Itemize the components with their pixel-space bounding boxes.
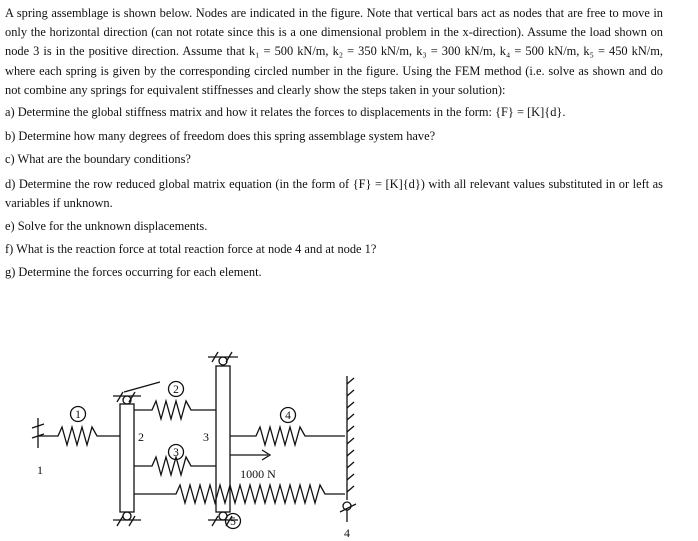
- spring-4: [230, 427, 345, 445]
- question-e: e) Solve for the unknown displacements.: [5, 219, 208, 234]
- load-label: 1000 N: [240, 467, 276, 481]
- question-b: b) Determine how many degrees of freedom does this spring assemblage system have?: [5, 129, 436, 144]
- spring-label-1: 1: [75, 409, 81, 421]
- spring-5: [134, 485, 345, 503]
- node-2-bar: [113, 382, 160, 526]
- question-a: a) Determine the global stiffness matrix and how it relates the forces to displacements in the form: {F} = [K]{d}.: [5, 105, 566, 120]
- question-f: f) What is the reaction force at total reaction force at node 4 and at node 1?: [5, 242, 377, 257]
- load-arrow: [230, 450, 270, 460]
- node-4-wall: [340, 376, 356, 522]
- node-label-3: 3: [203, 430, 209, 444]
- problem-intro: A spring assemblage is shown below. Nodes are indicated in the figure. Note that vertical bars act as nodes that are free to move in only the horizontal direction (can not rotate since this is a one dimensional problem in the x-direction). Assume the load shown on node 3 is in the positive direction. Assume that k₁ = 500 kN/m, k₂ = 350 kN/m, k₃ = 300 kN/m, k₄ = 500 kN/m, k₅ = 450 kN/m, where each spring is given by the corresponding circled number in the figure. Using the FEM method (i.e. solve as shown and do not combine any springs for equivalent stiffnesses and clearly show the steps taken in your solution):: [5, 6, 663, 97]
- node-label-1: 1: [37, 463, 43, 477]
- spring-1: [38, 427, 120, 445]
- spring-2: [134, 401, 216, 419]
- node-1-ground: [32, 418, 44, 448]
- node-label-4: 4: [344, 526, 350, 540]
- question-g: g) Determine the forces occurring for each element.: [5, 265, 262, 280]
- question-c: c) What are the boundary conditions?: [5, 152, 191, 167]
- spring-label-5: 5: [230, 516, 236, 528]
- spring-label-3: 3: [173, 447, 179, 459]
- node-label-2: 2: [138, 430, 144, 444]
- spring-label-2: 2: [173, 384, 179, 396]
- spring-label-4: 4: [285, 410, 291, 422]
- question-d: d) Determine the row reduced global matrix equation (in the form of {F} = [K]{d}) with all relevant values substituted in or left as variables if unknown.: [5, 176, 663, 210]
